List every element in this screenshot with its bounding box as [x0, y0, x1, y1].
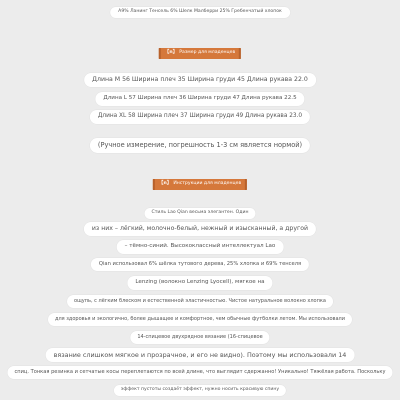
instruction-line-9: вязание слишком мягкое и прозрачное, и его не видно). Поэтому мы использовали 14: [46, 348, 355, 362]
size-row-l: Длина L 57 Ширина плеч 36 Ширина груди 47 Длина рукава 22.5: [95, 92, 304, 106]
instruction-line-8: 14-спицевое двухрядное вязание (16-спицевое: [130, 331, 269, 344]
size-section-number: 【n】: [164, 50, 178, 55]
instruction-line-4: Qian использовал 6% шёлка тутового дерева, 25% хлопка и 69% тенселя: [91, 258, 309, 271]
instruction-line-3: – тёмно-синий. Высококлассный интеллектуал Lao: [117, 240, 284, 254]
instruction-section-badge: [153, 179, 247, 190]
instruction-line-6: ощупь, с лёгким блеском и естественной эластичностью. Чистое натуральное волокно хлопка: [67, 295, 333, 308]
instruction-line-1: Стиль Lao Qian весьма элегантен. Один: [145, 208, 256, 219]
size-row-xl: Длина XL 58 Ширина плеч 37 Ширина груди 49 Длина рукава 23.0: [90, 110, 310, 124]
instruction-section-number: 【n】: [158, 181, 172, 186]
measurement-note: (Ручное измерение, погрешность 1-3 см является нормой): [90, 138, 310, 153]
instruction-section-title: Инструкции для младенцев: [173, 181, 242, 186]
instruction-line-10: спиц. Тонкая резинка и сетчатые косы переплетаются по всей длине, что выглядит сдержанно! Уникально! Тяжёлая работа. Поскольку: [7, 366, 392, 379]
instruction-line-11: эффект пустоты создаёт эффект, нужно носить красивую спину: [114, 385, 286, 396]
instruction-line-5: Lenzing (волокно Lenzing Lyocell), мягкое на: [127, 276, 272, 290]
size-row-m: Длина M 56 Ширина плеч 35 Ширина груди 45 Длина рукава 22.0: [84, 73, 316, 87]
size-section-title: Размер для младенцев: [179, 50, 236, 55]
instruction-line-2: из них – лёгкий, молочно-белый, нежный и изысканный, а другой: [84, 222, 316, 236]
instruction-line-7: для здоровья и экологично, более дышащее и комфортное, чем обычные футболки летом. Мы использовали: [48, 313, 352, 326]
size-section-badge: [159, 48, 241, 59]
composition-text: A9% Ланинг Тенсель 6% Шелк Малберри 25% Гребенчатый хлопок: [110, 7, 290, 18]
